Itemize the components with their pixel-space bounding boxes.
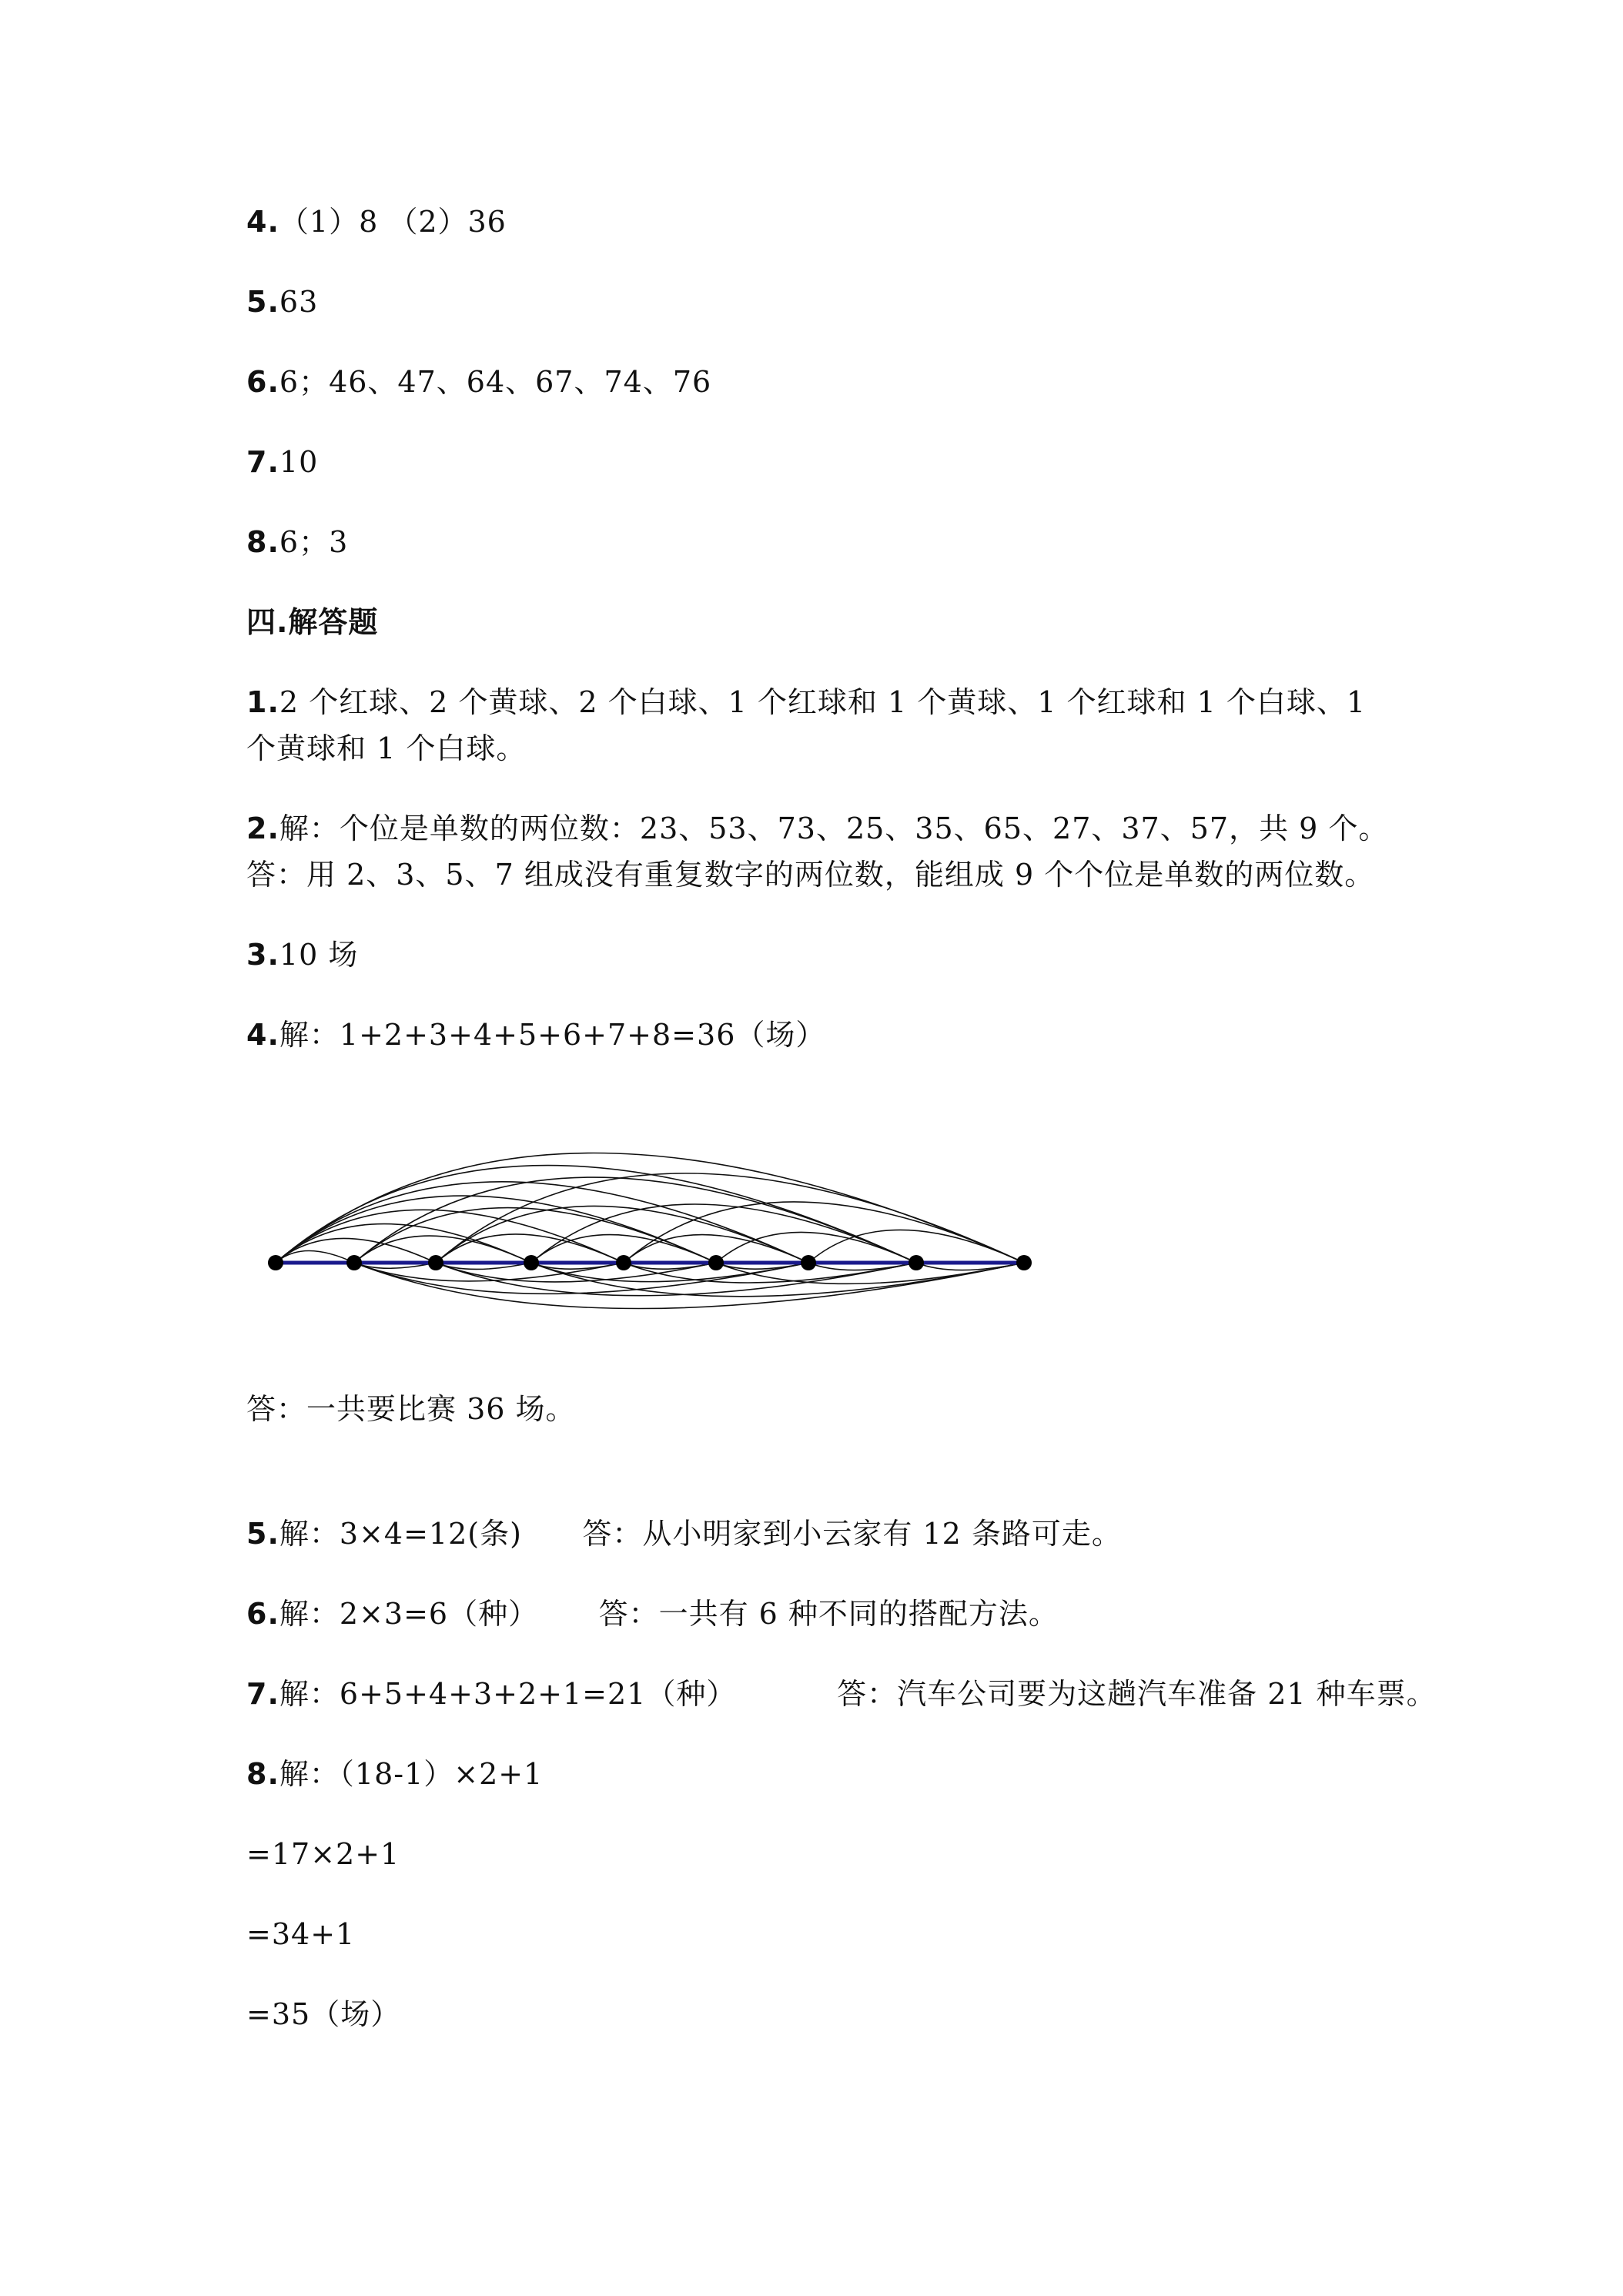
answer-4-conclusion: 答：一共要比赛 36 场。 bbox=[246, 1392, 576, 1426]
item-number: 5. bbox=[246, 285, 279, 319]
match-arc bbox=[436, 1263, 716, 1282]
answer-solve-6 bbox=[246, 1591, 1059, 1637]
answer-solve-3 bbox=[246, 932, 358, 978]
team-point bbox=[268, 1255, 283, 1270]
matches-diagram bbox=[254, 1140, 1062, 1324]
item-text: 6；3 bbox=[279, 525, 349, 559]
item-number: 1. bbox=[246, 685, 279, 719]
item-number: 6. bbox=[246, 365, 279, 399]
item-number: 4. bbox=[246, 1018, 279, 1052]
section-title: 四.解答题 bbox=[246, 605, 379, 639]
item-text: 解：6+5+4+3+2+1=21（种） 答：汽车公司要为这趟汽车准备 21 种车票。 bbox=[279, 1677, 1437, 1711]
team-point bbox=[616, 1255, 631, 1270]
item-number: 6. bbox=[246, 1597, 279, 1631]
item-text: 63 bbox=[279, 285, 319, 319]
match-arc bbox=[624, 1263, 916, 1283]
match-arc bbox=[716, 1263, 1024, 1284]
team-point bbox=[428, 1255, 443, 1270]
item-text: （1）8 （2）36 bbox=[279, 205, 507, 239]
match-arc bbox=[531, 1204, 916, 1263]
match-arc bbox=[354, 1263, 624, 1281]
team-point bbox=[909, 1255, 924, 1270]
item-text: 解：个位是单数的两位数：23、53、73、25、35、65、27、37、57，共 9 个。 答：用 2、3、5、7 组成没有重复数字的两位数，能组成 9 个个位是单数的两位数。 bbox=[246, 812, 1389, 892]
item-number: 7. bbox=[246, 445, 279, 479]
item-text: 解：（18-1）×2+1 bbox=[279, 1757, 544, 1791]
match-arcs bbox=[276, 1153, 1024, 1309]
match-arc bbox=[436, 1206, 808, 1263]
answer-fill-8 bbox=[246, 519, 348, 565]
team-point bbox=[708, 1255, 724, 1270]
match-arc bbox=[436, 1173, 1024, 1263]
item-text: 解：1+2+3+4+5+6+7+8=36（场） bbox=[279, 1018, 826, 1052]
answer-fill-7 bbox=[246, 439, 318, 485]
answer-8-step-1: =17×2+1 bbox=[246, 1837, 400, 1871]
answer-solve-1 bbox=[246, 679, 1394, 771]
item-text: 6；46、47、64、67、74、76 bbox=[279, 365, 712, 399]
item-number: 8. bbox=[246, 1757, 279, 1791]
answer-fill-4 bbox=[246, 199, 507, 245]
match-arc bbox=[624, 1202, 1024, 1263]
team-point bbox=[346, 1255, 362, 1270]
item-text: 10 bbox=[279, 445, 319, 479]
match-arc bbox=[354, 1236, 531, 1263]
item-text: 2 个红球、2 个黄球、2 个白球、1 个红球和 1 个黄球、1 个红球和 1 个白球、1 个黄球和 1 个白球。 bbox=[246, 685, 1367, 765]
item-number: 4. bbox=[246, 205, 279, 239]
item-number: 2. bbox=[246, 812, 279, 845]
answer-solve-4 bbox=[246, 1012, 825, 1058]
item-text: 10 场 bbox=[279, 938, 359, 972]
match-arc bbox=[276, 1210, 624, 1263]
answer-fill-6 bbox=[246, 359, 711, 405]
item-number: 7. bbox=[246, 1677, 279, 1711]
answer-solve-5 bbox=[246, 1511, 1122, 1557]
item-text: 解：3×4=12(条) 答：从小明家到小云家有 12 条路可走。 bbox=[279, 1517, 1122, 1551]
team-point bbox=[801, 1255, 816, 1270]
answer-solve-2 bbox=[246, 805, 1394, 898]
team-point bbox=[524, 1255, 539, 1270]
answer-8-step-2: =34+1 bbox=[246, 1917, 356, 1951]
answer-solve-8 bbox=[246, 1751, 543, 1797]
team-point bbox=[1016, 1255, 1032, 1270]
answer-fill-5 bbox=[246, 279, 318, 325]
item-number: 3. bbox=[246, 938, 279, 972]
item-number: 8. bbox=[246, 525, 279, 559]
match-arc bbox=[276, 1182, 808, 1263]
item-number: 5. bbox=[246, 1517, 279, 1551]
answer-8-step-3: =35（场） bbox=[246, 1997, 401, 2031]
item-text: 解：2×3=6（种） 答：一共有 6 种不同的搭配方法。 bbox=[279, 1597, 1059, 1631]
answer-solve-7 bbox=[246, 1671, 1437, 1717]
